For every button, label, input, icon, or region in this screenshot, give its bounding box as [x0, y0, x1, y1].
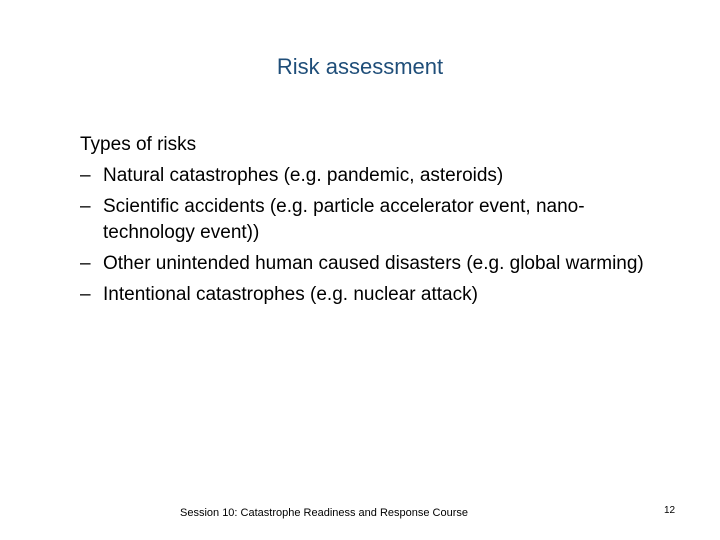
list-item-text: Intentional catastrophes (e.g. nuclear attack) [103, 284, 478, 305]
footer-text: Session 10: Catastrophe Readiness and Response Course [180, 507, 469, 519]
list-item-text: Other unintended human caused disasters (e.g. global warming) [103, 253, 644, 274]
slide-title: Risk assessment [276, 54, 444, 79]
dash-bullet-icon: – [80, 284, 91, 305]
list-item [80, 282, 660, 308]
risk-types-heading: Types of risks [80, 134, 197, 155]
dash-bullet-icon: – [80, 196, 91, 217]
list-item [80, 163, 660, 189]
dash-bullet-icon: – [80, 165, 91, 186]
slide-content [80, 132, 660, 308]
dash-bullet-icon: – [80, 253, 91, 274]
list-item [80, 194, 660, 246]
list-item-text: Scientific accidents (e.g. particle accelerator event, nano-technology event)) [103, 196, 585, 243]
list-item-text: Natural catastrophes (e.g. pandemic, asteroids) [103, 165, 504, 186]
slide-footer [0, 505, 720, 521]
risk-types-list [80, 163, 660, 308]
list-item [80, 251, 660, 277]
page-number: 12 [664, 505, 676, 516]
